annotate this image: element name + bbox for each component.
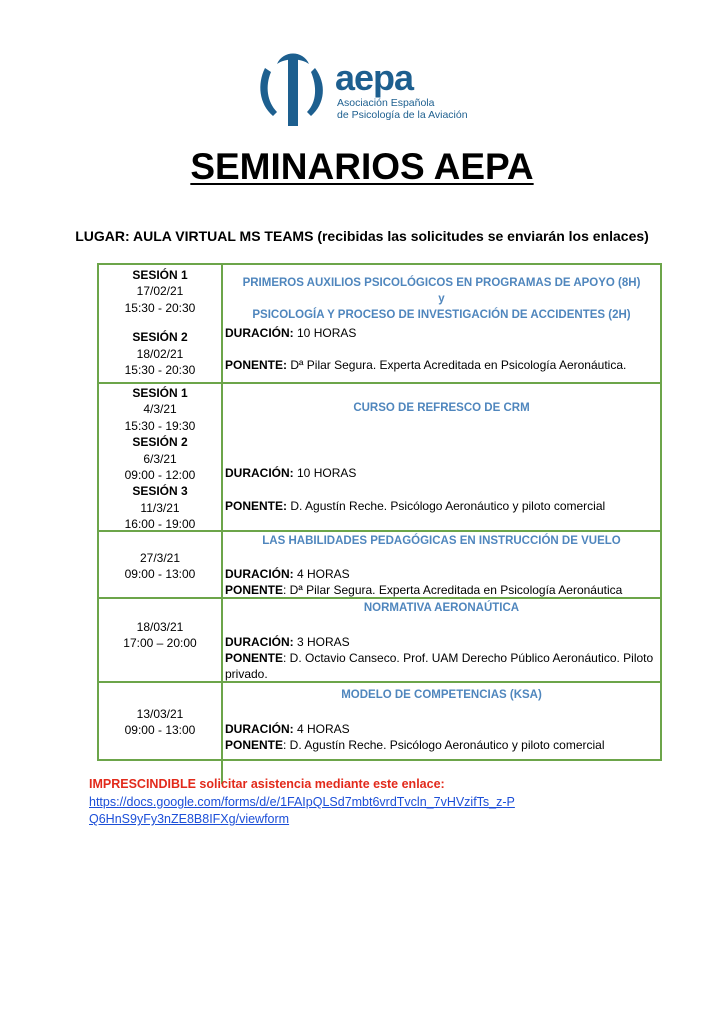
duration-line [225, 635, 350, 649]
session-time: 16:00 - 19:00 [124, 517, 196, 532]
duration-line [225, 722, 350, 736]
course-cell [223, 265, 660, 382]
course-title: PSICOLOGÍA Y PROCESO DE INVESTIGACIÓN DE ACCIDENTES (2H) [252, 309, 631, 321]
session-label: SESIÓN 1 [132, 268, 188, 282]
course-cell [223, 384, 660, 532]
seminar-table [97, 263, 662, 761]
course-cell [223, 532, 660, 599]
session-date: 27/3/21 [139, 551, 181, 565]
speaker-label: PONENTE [225, 583, 284, 597]
page-title: SEMINARIOS AEPA [190, 146, 534, 187]
session-date: 18/03/21 [136, 620, 184, 634]
duration-line [225, 326, 356, 340]
duration-value: 3 HORAS [293, 635, 350, 649]
logo-subtitle [337, 97, 468, 121]
speaker-label: PONENTE [225, 651, 284, 665]
speaker-line [225, 651, 653, 665]
session-date: 13/03/21 [136, 707, 184, 721]
duration-value: 10 HORAS [293, 466, 357, 480]
course-cell [223, 599, 660, 683]
session-date: 17/02/21 [136, 284, 184, 299]
session-cell [99, 683, 223, 784]
duration-label: DURACIÓN: [225, 567, 294, 581]
session-time: 15:30 - 19:30 [124, 418, 196, 433]
aepa-logo [255, 46, 470, 130]
seminar-row [99, 382, 660, 532]
speaker-line [225, 358, 626, 372]
location-line: LUGAR: AULA VIRTUAL MS TEAMS (recibidas las solicitudes se enviarán los enlaces) [75, 228, 649, 244]
session-time: 09:00 - 12:00 [124, 468, 196, 483]
duration-label: DURACIÓN: [225, 722, 294, 736]
seminar-row [99, 681, 660, 761]
duration-value: 4 HORAS [293, 722, 350, 736]
duration-label: DURACIÓN: [225, 635, 294, 649]
course-title: PRIMEROS AUXILIOS PSICOLÓGICOS EN PROGRAMAS DE APOYO (8H) [242, 277, 641, 289]
course-title: CURSO DE REFRESCO DE CRM [353, 402, 530, 414]
session-label: SESIÓN 3 [132, 484, 188, 499]
speaker-label: PONENTE: [225, 499, 288, 513]
speaker-line [225, 499, 605, 513]
course-cell [223, 683, 660, 761]
duration-value: 4 HORAS [293, 567, 350, 581]
seminar-row [99, 530, 660, 599]
logo-subtitle-line1: Asociación Española [337, 97, 435, 109]
speaker-label: PONENTE [225, 738, 284, 752]
speaker-value: : D. Octavio Canseco. Prof. UAM Derecho Público Aeronáutico. Piloto [283, 651, 654, 665]
session-time: 15:30 - 20:30 [124, 300, 196, 315]
session-date: 4/3/21 [143, 402, 177, 417]
speaker-value: : D. Agustín Reche. Psicólogo Aeronáutico y piloto comercial [283, 738, 605, 752]
session-label: SESIÓN 2 [132, 435, 188, 450]
session-date: 18/02/21 [136, 346, 184, 361]
seminar-row [99, 265, 660, 382]
speaker-label: PONENTE: [225, 358, 288, 372]
speaker-line [225, 738, 605, 752]
session-cell [99, 265, 223, 384]
aepa-emblem-icon [255, 46, 335, 130]
duration-label: DURACIÓN: [225, 466, 294, 480]
important-notice: IMPRESCINDIBLE solicitar asistencia mediante este enlace: [89, 777, 445, 791]
speaker-value: D. Agustín Reche. Psicólogo Aeronáutico y piloto comercial [287, 499, 606, 513]
session-date: 6/3/21 [143, 451, 177, 466]
course-title: MODELO DE COMPETENCIAS (KSA) [341, 689, 542, 701]
logo-subtitle-line2: de Psicología de la Aviación [337, 109, 468, 121]
registration-link[interactable]: https://docs.google.com/forms/d/e/1FAIpQLSd7mbt6vrdTvcln_7vHVzifTs_z-PQ6HnS9yFy3nZE8B8IFXg/viewform [89, 795, 515, 826]
speaker-line-continued: privado. [225, 667, 268, 681]
session-time: 15:30 - 20:30 [124, 363, 196, 378]
seminar-row [99, 597, 660, 683]
duration-label: DURACIÓN: [225, 326, 294, 340]
session-date: 11/3/21 [140, 500, 180, 515]
session-time: 09:00 - 13:00 [124, 567, 196, 582]
speaker-line [225, 583, 622, 597]
session-time: 09:00 - 13:00 [124, 723, 196, 738]
duration-line [225, 466, 356, 480]
course-title-connector: y [438, 293, 445, 305]
duration-value: 10 HORAS [293, 326, 357, 340]
session-cell [99, 384, 223, 533]
duration-line [225, 567, 350, 581]
logo-wordmark: aepa [335, 57, 414, 98]
session-time: 17:00 – 20:00 [123, 636, 197, 651]
course-title: NORMATIVA AERONAÚTICA [363, 602, 520, 614]
session-label: SESIÓN 1 [132, 386, 188, 400]
speaker-value: Dª Pilar Segura. Experta Acreditada en Psicología Aeronáutica. [287, 358, 627, 372]
session-label: SESIÓN 2 [132, 330, 188, 345]
course-title: LAS HABILIDADES PEDAGÓGICAS EN INSTRUCCIÓN DE VUELO [262, 535, 621, 547]
speaker-value: : Dª Pilar Segura. Experta Acreditada en Psicología Aeronáutica [283, 583, 623, 597]
